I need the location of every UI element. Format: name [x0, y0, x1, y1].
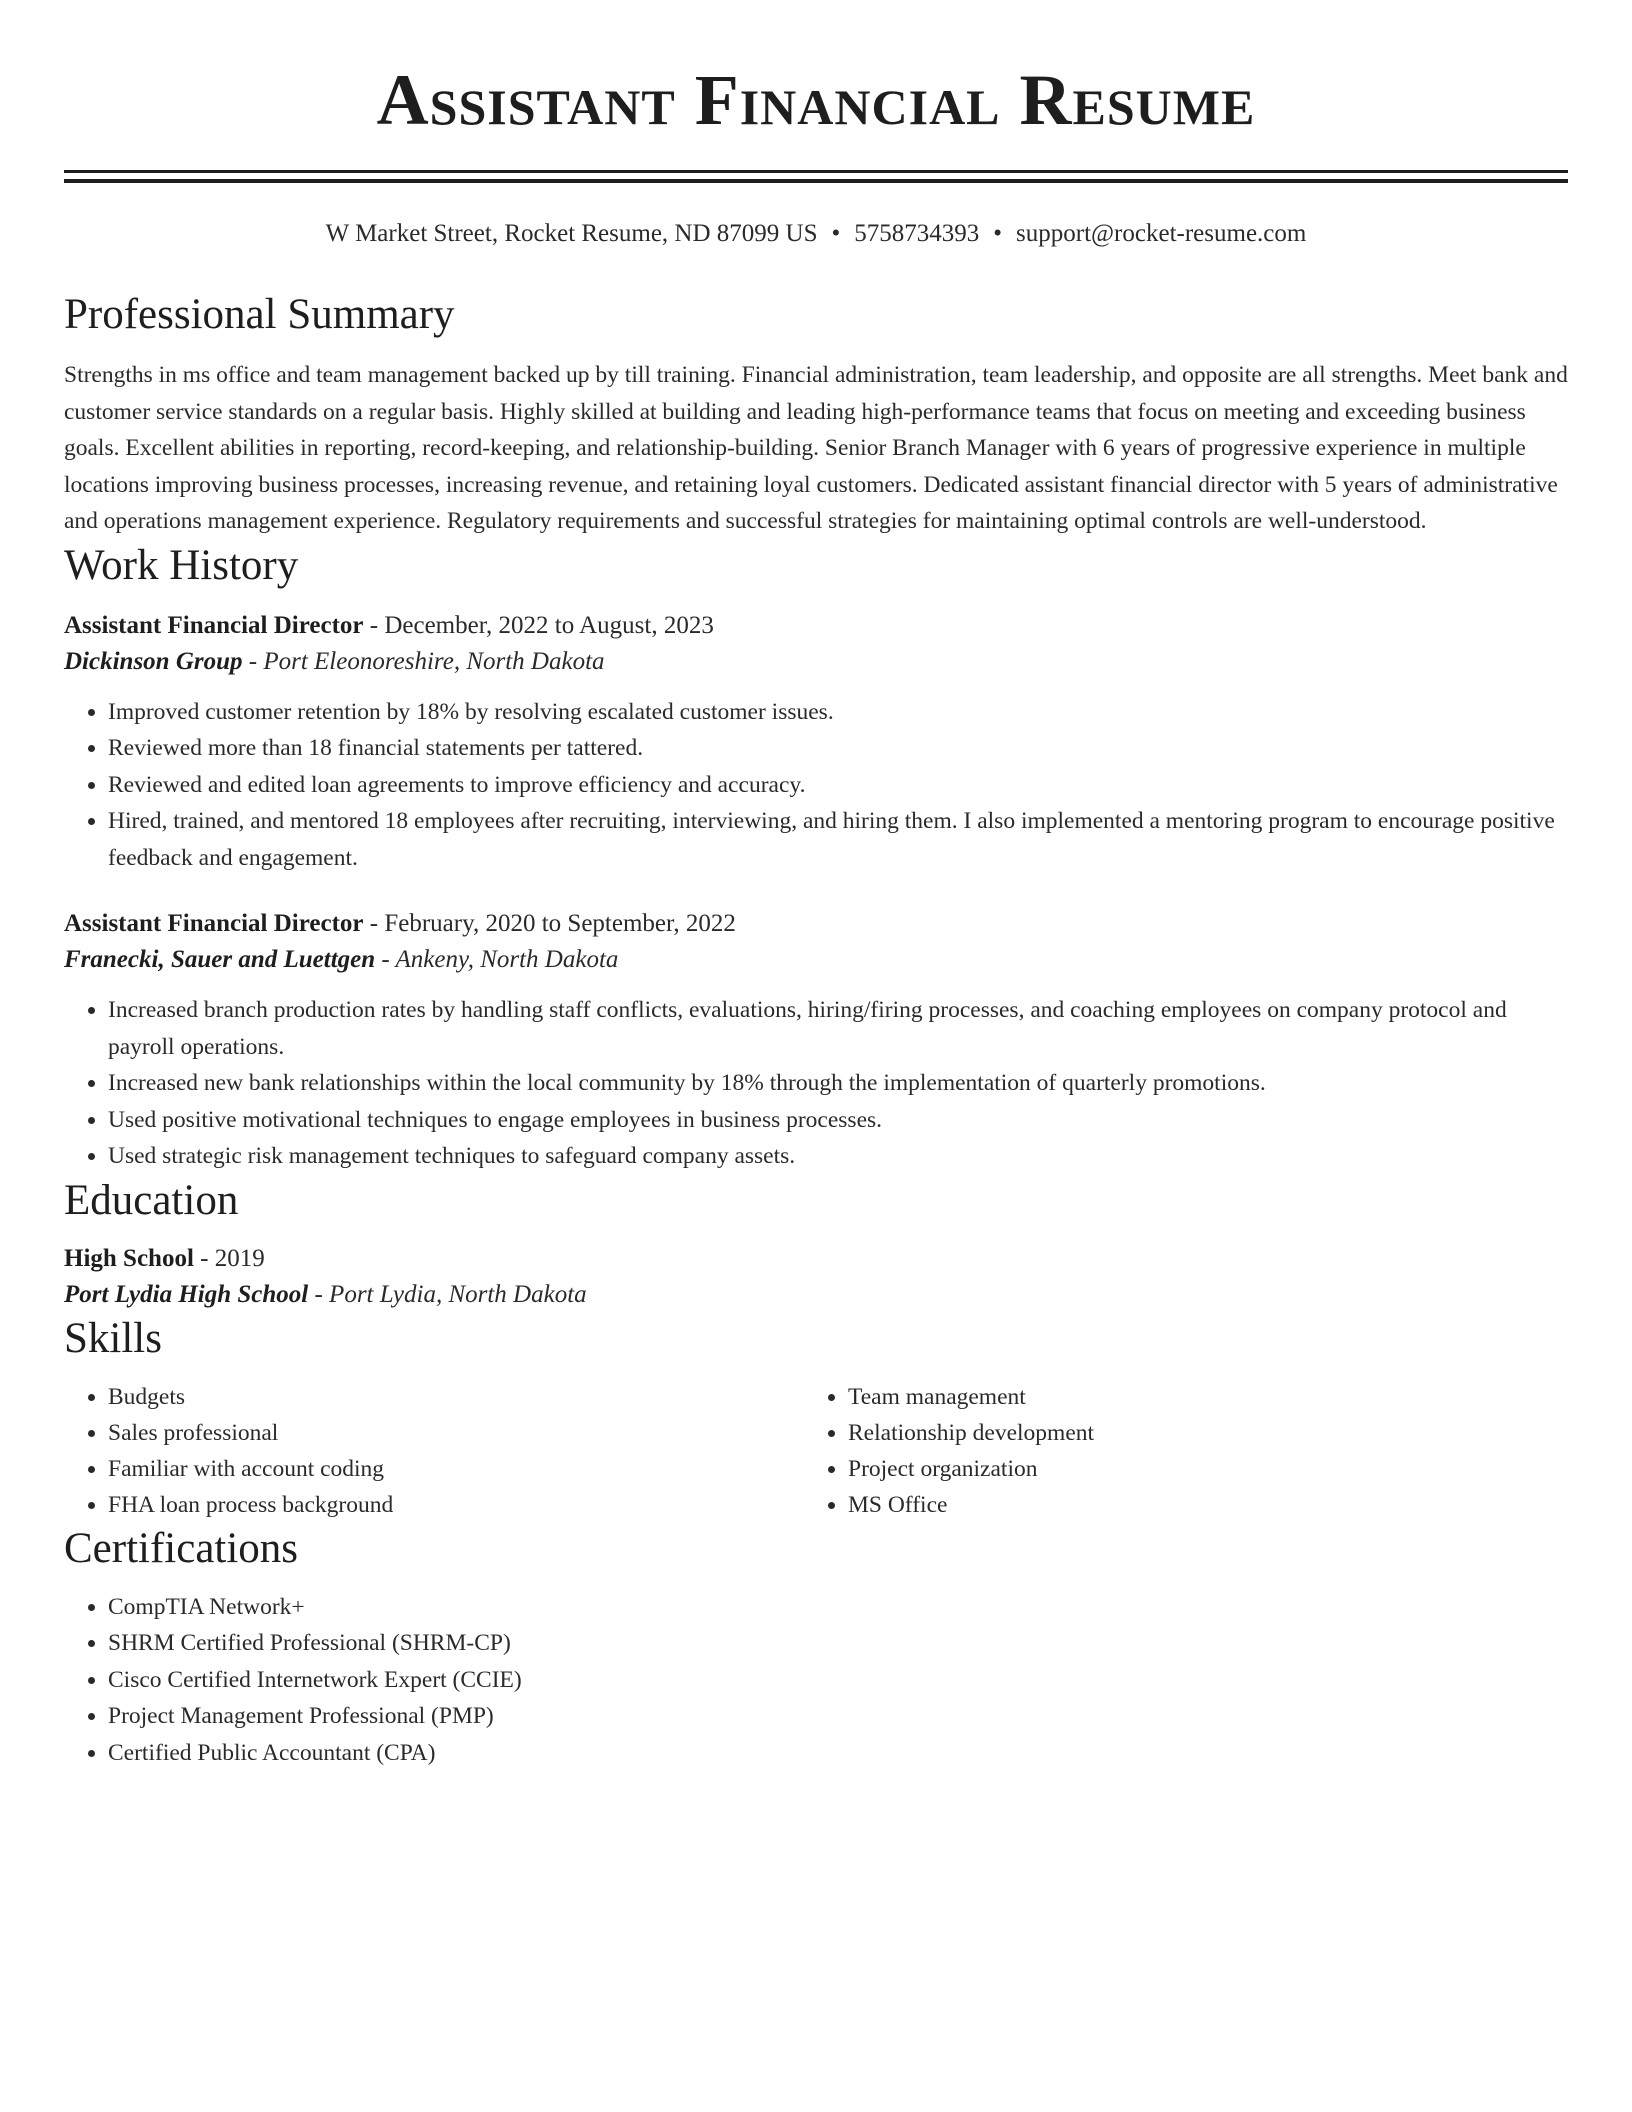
summary-text: Strengths in ms office and team management backed up by till training. Financial administration, team leadership, and opposite are all strengths. Meet bank and customer service standards on a regular basis. Highly skilled at building and leading high-performance teams that focus on meeting and exceeding business goals. Excellent abilities in reporting, record-keeping, and relationship-building. Senior Branch Manager with 6 years of progressive experience in multiple locations improving business processes, increasing revenue, and retaining loyal customers. Dedicated assistant financial director with 5 years of administrative and operations management experience. Regulatory requirements and successful strategies for maintaining optimal controls are well-understood. [64, 362, 1568, 534]
work-history-heading: Work History [64, 541, 299, 589]
certification-item: • Certified Public Accountant (CPA) [108, 1735, 1568, 1772]
skills-list-right [804, 1379, 1544, 1523]
resume-title: Assistant Financial Resume [376, 60, 1256, 140]
job-company: Dickinson Group [64, 647, 243, 675]
skill-item: • Project organization [848, 1451, 1544, 1487]
job-title: Assistant Financial Director [64, 910, 364, 937]
title-rule-bottom [64, 179, 1568, 183]
education-school-line [64, 1277, 1568, 1313]
job-bullet: • Increased branch production rates by handling staff conflicts, evaluations, hiring/firing processes, and coaching employees on company protocol and payroll operations. [108, 992, 1568, 1065]
contact-phone: 5758734393 [854, 220, 980, 247]
job-title: Assistant Financial Director [64, 611, 364, 639]
contact-separator: • [993, 220, 1003, 247]
education-heading: Education [64, 1176, 239, 1224]
job-company-line [64, 942, 1568, 978]
job-bullet: • Reviewed more than 18 financial statements per tattered. [108, 730, 1568, 767]
skill-item: • Familiar with account coding [108, 1451, 804, 1487]
job-entry [64, 608, 1568, 877]
contact-address: W Market Street, Rocket Resume, ND 87099 US [325, 220, 818, 247]
skill-item: • Budgets [108, 1379, 804, 1415]
job-location: - Ankeny, North Dakota [375, 946, 619, 973]
job-title-line [64, 608, 1568, 644]
job-bullet: • Improved customer retention by 18% by resolving escalated customer issues. [108, 694, 1568, 731]
contact-email: support@rocket-resume.com [1016, 220, 1307, 247]
contact-line [64, 217, 1568, 251]
job-dates: - February, 2020 to September, 2022 [363, 910, 736, 937]
certifications-heading: Certifications [64, 1524, 299, 1572]
certification-item: • Project Management Professional (PMP) [108, 1698, 1568, 1735]
skill-item: • Team management [848, 1379, 1544, 1415]
title-rule-top [64, 170, 1568, 173]
job-bullet: • Increased new bank relationships within the local community by 18% through the implementation of quarterly promotions. [108, 1065, 1568, 1102]
job-bullet: • Reviewed and edited loan agreements to improve efficiency and accuracy. [108, 767, 1568, 804]
certification-item: • SHRM Certified Professional (SHRM-CP) [108, 1625, 1568, 1662]
education-location: - Port Lydia, North Dakota [308, 1280, 587, 1308]
skill-item: • Relationship development [848, 1415, 1544, 1451]
job-company: Franecki, Sauer and Luettgen [64, 946, 376, 973]
job-bullet: • Used positive motivational techniques to engage employees in business processes. [108, 1102, 1568, 1139]
job-bullet: • Used strategic risk management techniques to safeguard company assets. [108, 1138, 1568, 1175]
education-degree-line [64, 1241, 1568, 1277]
job-company-line [64, 644, 1568, 680]
certifications-list [64, 1589, 1568, 1772]
certification-item: • CompTIA Network+ [108, 1589, 1568, 1626]
skills-grid [64, 1379, 1568, 1523]
contact-separator: • [831, 220, 841, 247]
certification-item: • Cisco Certified Internetwork Expert (CCIE) [108, 1662, 1568, 1699]
job-bullets [64, 992, 1568, 1175]
job-bullet: • Hired, trained, and mentored 18 employees after recruiting, interviewing, and hiring them. I also implemented a mentoring program to encourage positive feedback and engagement. [108, 803, 1568, 876]
job-entry [64, 906, 1568, 1175]
job-title-line [64, 906, 1568, 942]
skill-item: • FHA loan process background [108, 1487, 804, 1523]
skill-item: • Sales professional [108, 1415, 804, 1451]
education-entry [64, 1241, 1568, 1313]
summary-heading: Professional Summary [64, 291, 455, 338]
job-location: - Port Eleonoreshire, North Dakota [242, 647, 605, 675]
skill-item: • MS Office [848, 1487, 1544, 1523]
job-bullets [64, 694, 1568, 877]
education-school: Port Lydia High School [64, 1280, 309, 1308]
skills-list-left [64, 1379, 804, 1523]
education-degree: High School [64, 1244, 194, 1272]
job-dates: - December, 2022 to August, 2023 [363, 611, 714, 639]
education-year: - 2019 [193, 1244, 265, 1272]
skills-heading: Skills [64, 1314, 162, 1362]
